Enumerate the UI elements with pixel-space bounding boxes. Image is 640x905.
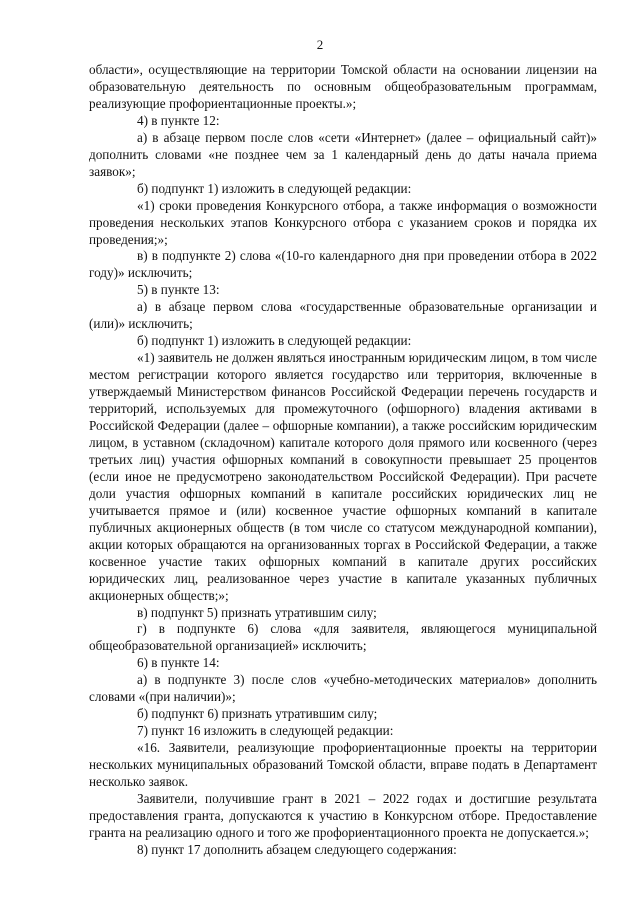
paragraph: а) в абзаце первом слова «государственные образовательные организации и (или)» исключить; [89,299,597,332]
paragraph: в) подпункт 5) признать утратившим силу; [137,604,377,620]
paragraph: б) подпункт 6) признать утратившим силу; [137,706,378,722]
paragraph: 7) пункт 16 изложить в следующей редакции: [137,723,394,739]
paragraph: 6) в пункте 14: [137,655,220,671]
page-number: 2 [316,37,324,52]
paragraph: 5) в пункте 13: [137,282,220,298]
paragraph: 4) в пункте 12: [137,112,220,128]
paragraph: а) в подпункте 3) после слов «учебно-методических материалов» дополнить словами «(при наличии)»; [89,672,597,705]
paragraph: «1) заявитель не должен являться иностранным юридическим лицом, в том числе местом регистрации которого является государство или территория, включенные в утверждаемый Министерством финансов Российской Федерации перечень государств и территорий, используемых для промежуточного (офшорного) владения активами в Российской Федерации (далее – офшорные компании), а также российским юридическим лицом, в уставном (складочном) капитале которого доля прямого или косвенного (через третьих лиц) участия офшорных компаний в совокупности превышает 25 процентов (если иное не предусмотрено законодательством Российской Федерации). При расчете доли участия офшорных компаний в капитале российских юридических лиц не учитывается прямое и (или) косвенное участие офшорных компаний в капитале публичных акционерных обществ (в том числе со статусом международной компании), акции которых обращаются на организованных торгах в Российской Федерации, а также косвенное участие таких офшорных компаний в капитале других российских юридических лиц, реализованное через участие в капитале указанных публичных акционерных обществ;»; [89,350,597,603]
paragraph: «16. Заявители, реализующие профориентационные проекты на территории нескольких муниципальных образований Томской области, вправе подать в Департамент несколько заявок. [89,740,597,790]
paragraph: в) в подпункте 2) слова «(10-го календарного дня при проведении отбора в 2022 году)» исключить; [89,248,597,281]
paragraph: б) подпункт 1) изложить в следующей редакции: [137,333,412,349]
paragraph: области», осуществляющие на территории Томской области на основании лицензии на образовательную деятельность по основным общеобразовательным программам, реализующие профориентационные проекты.»; [89,62,597,111]
paragraph: г) в подпункте 6) слова «для заявителя, являющегося муниципальной общеобразовательной организацией» исключить; [89,621,597,654]
paragraph: «1) сроки проведения Конкурсного отбора, а также информация о возможности проведения нескольких этапов Конкурсного отбора с указанием сроков и порядка их проведения;»; [89,197,597,247]
paragraph: 8) пункт 17 дополнить абзацем следующего содержания: [137,841,457,857]
paragraph: Заявители, получившие грант в 2021 – 2022 годах и достигшие результата предоставления гранта, допускаются к участию в Конкурсном отборе. Предоставление гранта на реализацию одного и того же профориентационного проекта не допускается.»; [89,790,597,840]
paragraph: б) подпункт 1) изложить в следующей редакции: [137,180,412,196]
paragraph: а) в абзаце первом после слов «сети «Интернет» (далее – официальный сайт)» дополнить словами «не позднее чем за 1 календарный день до даты начала приема заявок»; [89,129,597,179]
document-body [89,62,597,859]
